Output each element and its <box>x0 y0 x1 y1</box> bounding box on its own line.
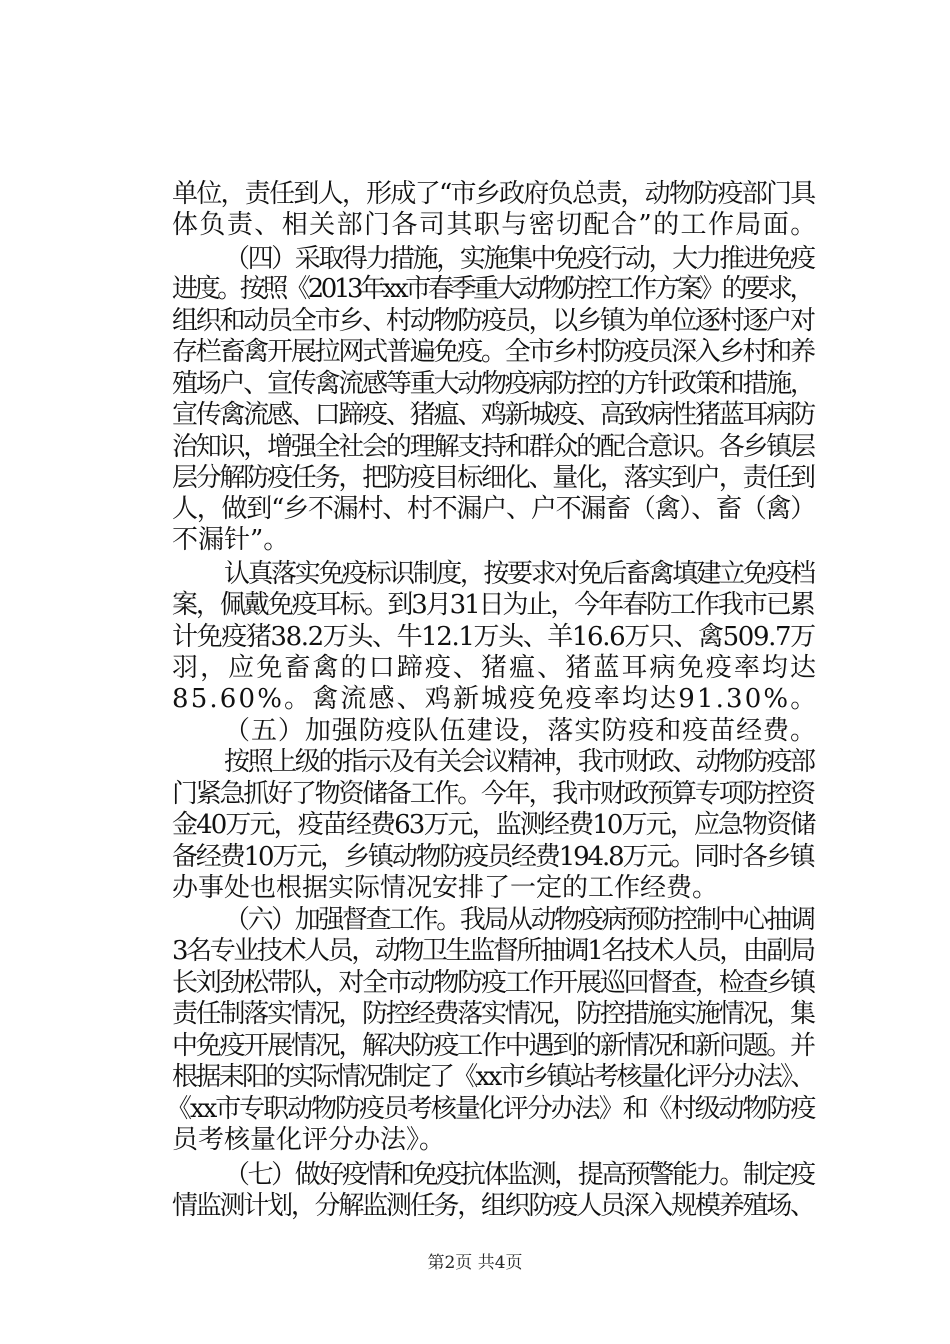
text-line: （四）采取得力措施，实施集中免疫行动，大力推进免疫 <box>224 244 814 274</box>
text-line: 案，佩戴免疫耳标。到3月31日为止，今年春防工作我市已累 <box>172 590 814 620</box>
text-line: 认真落实免疫标识制度，按要求对免后畜禽填建立免疫档 <box>224 559 814 589</box>
text-line: 按照上级的指示及有关会议精神，我市财政、动物防疫部 <box>224 747 814 777</box>
text-line: 不漏针”。 <box>172 525 290 555</box>
text-line: 人，做到“乡不漏村、村不漏户、户不漏畜（禽）、畜（禽） <box>172 494 816 524</box>
text-line: 金40万元，疫苗经费63万元，监测经费10万元，应急物资储 <box>172 810 815 840</box>
text-line: 羽，应免畜禽的口蹄疫、猪瘟、猪蓝耳病免疫率均达 <box>172 653 819 683</box>
text-line: 根据耒阳的实际情况制定了《xx市乡镇站考核量化评分办法》、 <box>172 1062 814 1092</box>
text-line: 85.60%。禽流感、鸡新城疫免疫率均达91.30%。 <box>172 684 819 714</box>
text-line: 《xx市专职动物防疫员考核量化评分办法》和《村级动物防疫 <box>166 1094 815 1124</box>
text-line: 备经费10万元，乡镇动物防疫员经费194.8万元。同时各乡镇 <box>172 842 814 872</box>
text-line: （五）加强防疫队伍建设，落实防疫和疫苗经费。 <box>224 716 817 746</box>
text-line: 情监测计划，分解监测任务，组织防疫人员深入规模养殖场、 <box>172 1191 814 1221</box>
text-line: 宣传禽流感、口蹄疫、猪瘟、鸡新城疫、高致病性猪蓝耳病防 <box>172 400 814 430</box>
text-line: 存栏畜禽开展拉网式普遍免疫。全市乡村防疫员深入乡村和养 <box>172 337 814 367</box>
text-line: 殖场户、宣传禽流感等重大动物疫病防控的方针政策和措施， <box>172 369 814 399</box>
text-line: （六）加强督查工作。我局从动物疫病预防控制中心抽调 <box>224 905 814 935</box>
text-line: 3名专业技术人员，动物卫生监督所抽调1名技术人员，由副局 <box>172 936 814 966</box>
text-line: 责任制落实情况，防控经费落实情况，防控措施实施情况，集 <box>172 999 814 1029</box>
text-line: 组织和动员全市乡、村动物防疫员，以乡镇为单位逐村逐户对 <box>172 306 814 336</box>
text-line: 进度。按照《2013年xx市春季重大动物防控工作方案》的要求， <box>172 274 813 304</box>
text-line: 单位，责任到人，形成了“市乡政府负总责，动物防疫部门具 <box>172 179 815 209</box>
text-line: 层分解防疫任务，把防疫目标细化、量化，落实到户，责任到 <box>172 463 814 493</box>
text-line: 体负责、相关部门各司其职与密切配合”的工作局面。 <box>172 210 818 240</box>
text-line: （七）做好疫情和免疫抗体监测，提高预警能力。制定疫 <box>224 1160 814 1190</box>
text-line: 员考核量化评分办法》。 <box>172 1125 446 1155</box>
text-line: 长刘劲松带队，对全市动物防疫工作开展巡回督查，检查乡镇 <box>172 968 814 998</box>
text-line: 计免疫猪38.2万头、牛12.1万头、羊16.6万只、禽509.7万 <box>172 622 815 652</box>
text-line: 治知识，增强全社会的理解支持和群众的配合意识。各乡镇层 <box>172 432 814 462</box>
text-line: 门紧急抓好了物资储备工作。今年，我市财政预算专项防控资 <box>172 779 814 809</box>
text-line: 办事处也根据实际情况安排了一定的工作经费。 <box>172 873 719 903</box>
text-line: 中免疫开展情况，解决防疫工作中遇到的新情况和新问题。并 <box>172 1031 814 1061</box>
page-number-footer: 第2页 共4页 <box>427 1253 523 1273</box>
